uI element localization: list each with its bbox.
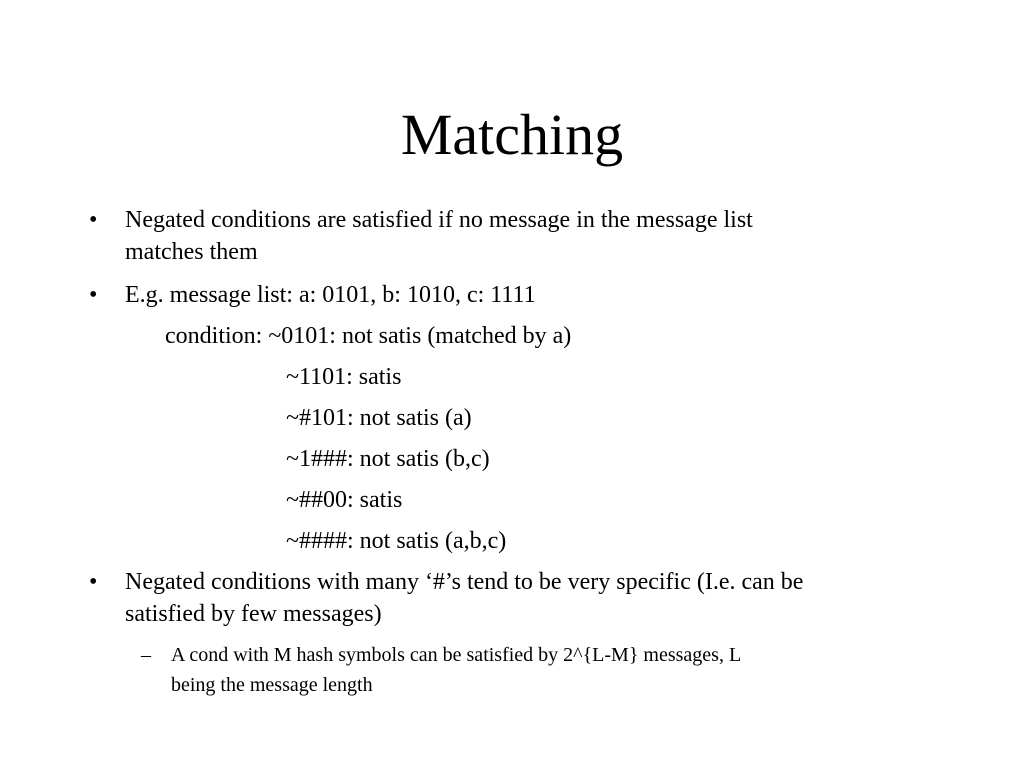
bullet-3-line-1: Negated conditions with many ‘#’s tend to be very specific (I.e. can be (125, 569, 804, 595)
condition-line: ~#101: not satis (a) (286, 405, 472, 431)
condition-line: ~1101: satis (286, 364, 402, 390)
condition-line: ~##00: satis (286, 487, 403, 513)
condition-line: ~####: not satis (a,b,c) (286, 528, 507, 554)
bullet-icon: • (89, 282, 98, 308)
bullet-icon: • (89, 207, 98, 233)
bullet-icon: • (89, 569, 98, 595)
sub-bullet-line-2: being the message length (171, 674, 373, 696)
bullet-3-line-2: satisfied by few messages) (125, 601, 382, 627)
condition-line: ~1###: not satis (b,c) (286, 446, 490, 472)
bullet-1-line-1: Negated conditions are satisfied if no message in the message list (125, 207, 753, 233)
dash-icon: – (141, 644, 151, 666)
slide-title: Matching (400, 102, 624, 167)
sub-bullet-line-1: A cond with M hash symbols can be satisfied by 2^{L-M} messages, L (171, 644, 742, 666)
condition-label: condition: ~0101: not satis (matched by a) (165, 323, 572, 349)
bullet-2-line-1: E.g. message list: a: 0101, b: 1010, c: 1111 (125, 282, 536, 308)
bullet-1-line-2: matches them (125, 239, 258, 265)
